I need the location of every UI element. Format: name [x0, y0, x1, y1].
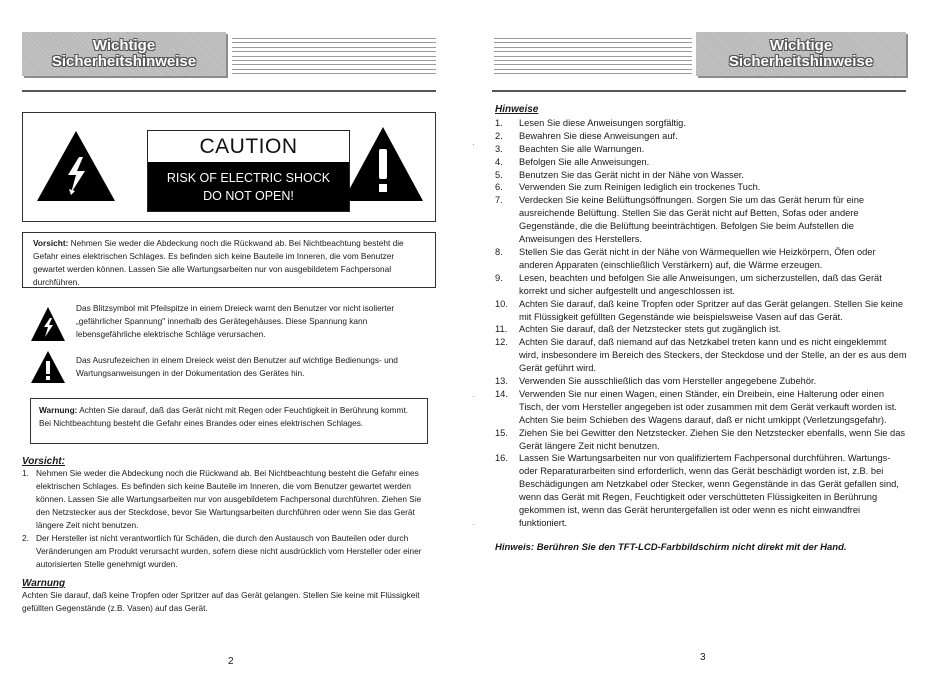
list-item [495, 246, 907, 272]
list-item [495, 194, 907, 246]
list-item [495, 143, 907, 156]
caution-line-2: DO NOT OPEN! [203, 189, 294, 203]
banner-line-2: Sicherheitshinweise [51, 53, 197, 70]
list-item [495, 156, 907, 169]
list-item [495, 272, 907, 298]
warnung-text: Achten Sie darauf, daß keine Tropfen oder Spritzer auf das Gerät gelangen. Stellen Sie keine mit Flüssigkeit gefüllten Gegenstände (z.B. Vasen) auf das Gerät. [22, 590, 420, 613]
list-item-text: Nehmen Sie weder die Abdeckung noch die Rückwand ab. Bei Nichtbeachtung besteht die Gefahr eines elektrischen Schlages. Es befinden sich keine Bauteile im Inneren, die vom Benutzer gewartet werden können. Lassen Sie alle Wartungsarbeiten nur von ausgebildetem Fachpersonal durchführen. Ziehen Sie den Netzstecker aus der Steckdose, bevor Sie Wartungsarbeiten durchführen oder wenn Sie das Gerät längere Zeit nicht benutzen. [36, 468, 422, 530]
list-item [495, 336, 907, 375]
page-gutter: · · · [472, 140, 475, 529]
list-item [495, 427, 907, 453]
hinweise-heading: Hinweise [495, 104, 539, 115]
list-item [495, 298, 907, 324]
list-item [495, 452, 907, 529]
list-item-number: 2. [22, 533, 29, 543]
list-item [495, 117, 907, 130]
list-item-number: 15. [495, 427, 508, 438]
vorsicht-lead: Vorsicht: [33, 238, 69, 248]
warnung-section [22, 578, 432, 615]
hinweise-list [495, 117, 907, 530]
list-item [495, 181, 907, 194]
list-item-number: 11. [495, 324, 508, 335]
list-item-text: Beachten Sie alle Warnungen. [519, 143, 645, 154]
vorsicht-list [22, 467, 436, 571]
hinweise-section [495, 104, 907, 555]
list-item [495, 388, 907, 427]
page-number: 3 [700, 652, 706, 663]
list-item-number: 9. [495, 272, 503, 283]
list-item-number: 13. [495, 376, 508, 387]
list-item [495, 130, 907, 143]
list-item-number: 16. [495, 453, 508, 464]
list-item-text: Befolgen Sie alle Anweisungen. [519, 156, 650, 167]
list-item-number: 10. [495, 298, 508, 309]
vorsicht-section [22, 456, 436, 571]
header-divider [492, 90, 906, 92]
list-item [495, 169, 907, 182]
banner-rules [232, 38, 436, 74]
exclamation-symbol-text: Das Ausrufezeichen in einem Dreieck weist den Benutzer auf wichtige Bedienungs- und Wartungsanweisungen in der Dokumentation des Gerätes hin. [76, 355, 398, 378]
warnung-heading: Warnung [22, 578, 66, 589]
list-item-text: Lesen Sie diese Anweisungen sorgfältig. [519, 117, 686, 128]
list-item-number: 12. [495, 337, 508, 348]
caution-title: CAUTION [199, 135, 298, 158]
section-banner [696, 32, 906, 76]
list-item-text: Stellen Sie das Gerät nicht in der Nähe von Wärmequellen wie Heizkörpern, Öfen oder anderen Apparaten (einschließlich Verstärkern) auf, die Wärme erzeugen. [519, 246, 876, 270]
page-number: 2 [228, 656, 234, 667]
list-item [495, 375, 907, 388]
lightning-triangle-icon [30, 306, 66, 342]
list-item-number: 2. [495, 130, 503, 141]
list-item-number: 8. [495, 246, 503, 257]
warnung-box-text: Achten Sie darauf, daß das Gerät nicht mit Regen oder Feuchtigkeit in Berührung kommt. Bei Nichtbeachtung besteht die Gefahr eines Brandes oder eines elektrischen Schlages. [39, 405, 409, 428]
list-item-text: Benutzen Sie das Gerät nicht in der Nähe von Wasser. [519, 169, 744, 180]
vorsicht-heading: Vorsicht: [22, 456, 65, 467]
list-item-number: 14. [495, 388, 508, 399]
section-banner [22, 32, 226, 76]
exclamation-triangle-icon [30, 350, 66, 384]
list-item-text: Bewahren Sie diese Anweisungen auf. [519, 130, 678, 141]
list-item-text: Der Hersteller ist nicht verantwortlich für Schäden, die durch den Austausch von Bauteilen oder durch Veränderungen am Produkt verursacht wurden, sofern diese nicht ausdrücklich vom Hersteller oder einer autorisierten Stelle genehmigt wurden. [36, 533, 422, 569]
list-item-text: Lassen Sie Wartungsarbeiten nur von qualifiziertem Fachpersonal durchführen. Wartungs- oder Reparaturarbeiten sind erforderlich, wenn das Gerät beschädigt worden ist, z.B. bei Beschädigungen am Netzkabel oder Stecker, wenn Gegenstände in das Gerät gefallen sind, wenn das Gerät mit Regen, Feuchtigkeit oder verschütteten Flüssigkeiten in Berührung gekommen ist, wenn das Gerät heruntergefallen ist oder wenn es nicht einwandfrei funktioniert. [519, 453, 899, 528]
exclamation-warning-icon [341, 125, 425, 203]
list-item-text: Achten Sie darauf, daß keine Tropfen oder Spritzer auf das Gerät gelangen. Stellen Sie keine mit Flüssigkeit gefüllten Gegenstände wie beispielsweise Vasen auf das Gerät. [519, 298, 903, 322]
list-item-number: 5. [495, 169, 503, 180]
list-item-number: 1. [495, 117, 503, 128]
warnung-lead: Warnung: [39, 405, 78, 415]
list-item-text: Lesen, beachten und befolgen Sie alle Anweisungen, um sicherzustellen, daß das Gerät korrekt und sicher aufgestellt und angeschlossen ist. [519, 272, 882, 296]
header-divider [22, 90, 436, 92]
left-page [0, 0, 470, 684]
list-item-text: Verwenden Sie nur einen Wagen, einen Ständer, ein Dreibein, eine Halterung oder einen Tisch, der vom Hersteller angegeben ist oder zusammen mit dem Gerät verkauft worden ist. Achten Sie beim Schieben des Wagens darauf, daß er nicht umkippt (Verletzungsgefahr). [519, 388, 897, 425]
display-note: Hinweis: Berühren Sie den TFT-LCD-Farbbildschirm nicht direkt mit der Hand. [495, 541, 847, 553]
banner-line-2: Sicherheitshinweise [728, 53, 874, 70]
list-item [22, 467, 436, 532]
warnung-notice-box [30, 398, 428, 444]
list-item-text: Ziehen Sie bei Gewitter den Netzstecker. Ziehen Sie den Netzstecker ebenfalls, wenn Sie das Gerät längere Zeit nicht benutzen. [519, 427, 906, 451]
vorsicht-notice-box [22, 232, 436, 288]
list-item [495, 323, 907, 336]
caution-warning-block [148, 162, 349, 211]
list-item [22, 532, 436, 571]
caution-label [147, 130, 350, 212]
banner-line-1: Wichtige [769, 37, 833, 54]
banner-rules [494, 38, 692, 74]
vorsicht-text: Nehmen Sie weder die Abdeckung noch die Rückwand ab. Bei Nichtbeachtung besteht die Gefahr eines elektrischen Schlages. Es befinden sich keine Bauteile im Inneren, die vom Benutzer gewartet werden können. Lassen Sie alle Wartungsarbeiten nur von ausgebildetem Fachpersonal durchführen. [33, 238, 404, 287]
list-item-number: 6. [495, 182, 503, 193]
list-item-text: Verdecken Sie keine Belüftungsöffnungen. Sorgen Sie um das Gerät herum für eine ausreichende Belüftung. Stellen Sie das Gerät nicht auf Betten, Sofas oder andere Gegenstände, die die Belüftung beeinträchtigen. Befolgen Sie beim Aufstellen die Anweisungen des Herstellers. [519, 195, 865, 245]
list-item-number: 1. [22, 468, 29, 478]
list-item-text: Achten Sie darauf, daß der Netzstecker stets gut zugänglich ist. [519, 324, 781, 335]
right-page [478, 0, 950, 684]
list-item-text: Verwenden Sie zum Reinigen lediglich ein trockenes Tuch. [519, 182, 761, 193]
lightning-warning-icon [35, 129, 117, 203]
lightning-symbol-text: Das Blitzsymbol mit Pfeilspitze in einem Dreieck warnt den Benutzer vor nicht isolierter „gefährlicher Spannung" innerhalb des Gerätegehäuses. Diese Spannung kann lebensgefährliche elektrische Schläge verursachen. [76, 303, 395, 339]
banner-line-1: Wichtige [92, 37, 156, 54]
list-item-number: 3. [495, 143, 503, 154]
list-item-text: Verwenden Sie ausschließlich das vom Hersteller angegebene Zubehör. [519, 376, 817, 387]
list-item-number: 7. [495, 195, 503, 206]
caution-line-1: RISK OF ELECTRIC SHOCK [166, 171, 331, 185]
caution-box [22, 112, 436, 222]
list-item-text: Achten Sie darauf, daß niemand auf das Netzkabel treten kann und es nicht eingeklemmt wird, insbesondere im Bereich des Steckers, der Steckdose und der Stelle, an der es aus dem Gerät geführt wird. [519, 337, 907, 374]
list-item-number: 4. [495, 156, 503, 167]
